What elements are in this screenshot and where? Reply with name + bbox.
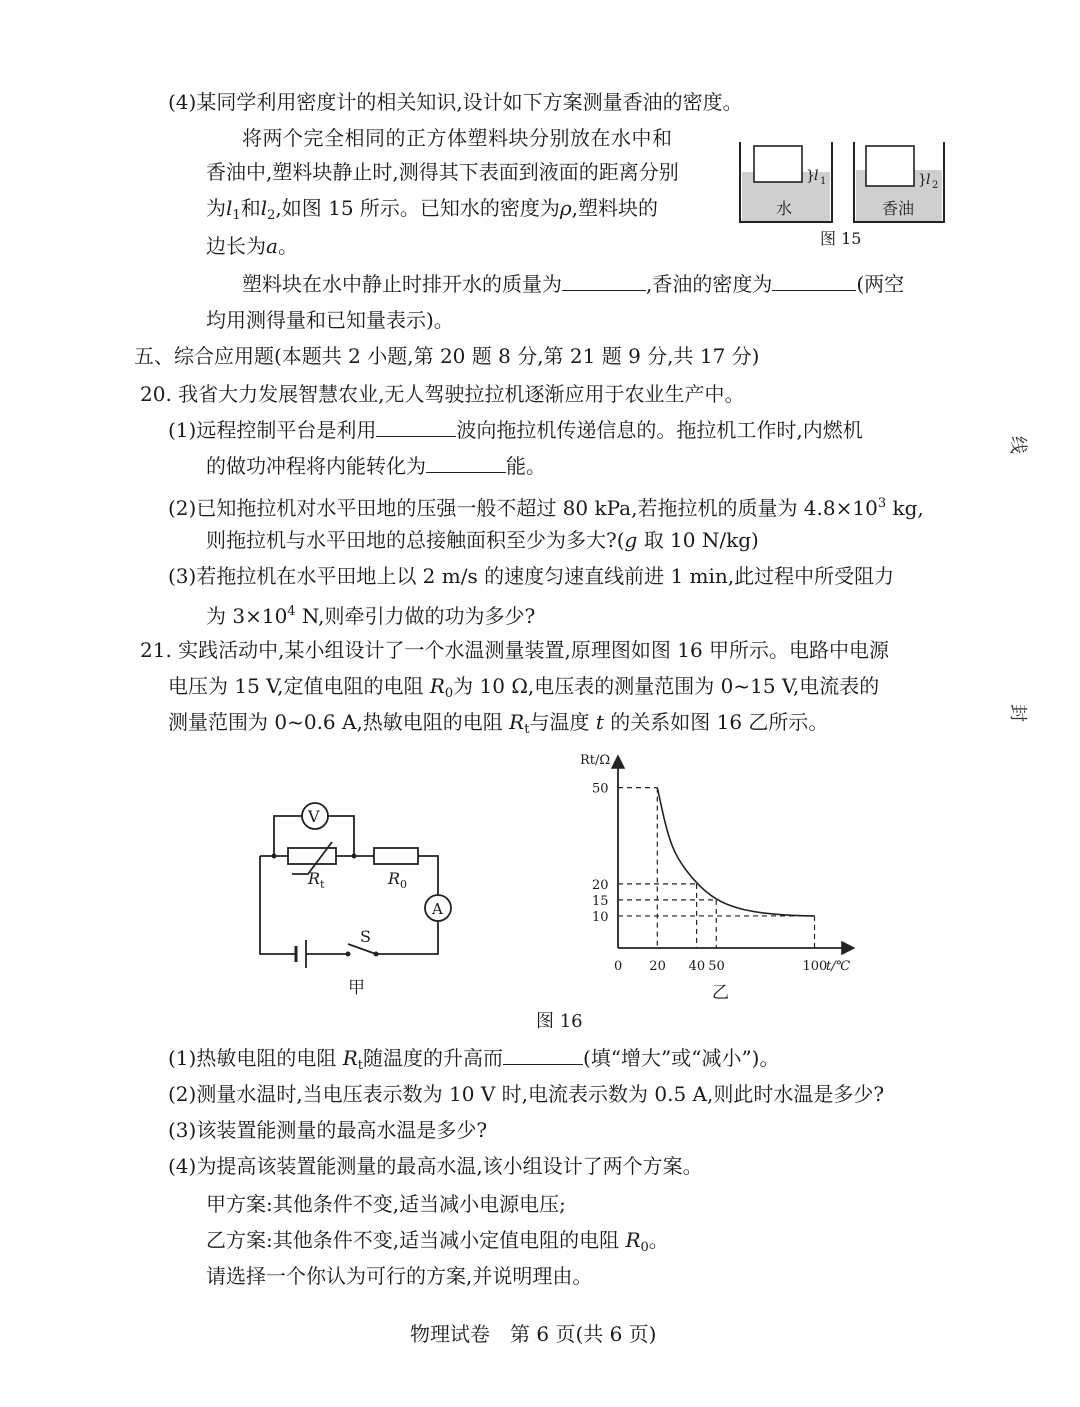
answer-blank[interactable] bbox=[503, 1044, 583, 1065]
q21-part1: (1)热敏电阻的电阻 $R_t$随温度的升高而 (填“增大”或“减小”)。 bbox=[168, 1046, 780, 1073]
svg-text:V: V bbox=[308, 807, 320, 826]
answer-blank[interactable] bbox=[562, 270, 646, 291]
margin-mark-feng: 封 bbox=[1007, 704, 1028, 722]
x-tick-label: 0 bbox=[614, 959, 623, 974]
x-tick-label: 20 bbox=[649, 959, 666, 974]
q20-part2-line2: 则拖拉机与水平田地的总接触面积至少为多大?(g 取 10 N/kg) bbox=[206, 528, 759, 552]
q4-para-line1: 将两个完全相同的正方体塑料块分别放在水中和 bbox=[242, 126, 673, 150]
switch-label: S bbox=[360, 927, 371, 946]
answer-blank[interactable] bbox=[772, 270, 856, 291]
svg-text:2: 2 bbox=[932, 180, 939, 191]
q21-part4: (4)为提高该装置能测量的最高水温,该小组设计了两个方案。 bbox=[168, 1154, 703, 1178]
fig16-yi-label: 乙 bbox=[712, 983, 729, 1003]
y-tick-label: 10 bbox=[592, 909, 609, 925]
q20-part3-line2: 为 $3\times 10^4$ N,则牵引力做的功为多少? bbox=[206, 604, 536, 628]
rt-temperature-chart bbox=[570, 744, 870, 1004]
y-axis-label: Rt/Ω bbox=[580, 753, 611, 768]
q4-question-line2: 均用测得量和已知量表示)。 bbox=[206, 308, 454, 332]
fig16-jia-label: 甲 bbox=[348, 978, 365, 998]
svg-text:0: 0 bbox=[400, 878, 407, 891]
q4-para-line3: 为$l_1$和$l_2$,如图 15 所示。已知水的密度为ρ,塑料块的 bbox=[206, 196, 659, 223]
x-axis-label: t/℃ bbox=[826, 959, 851, 974]
q20-stem: 20. 我省大力发展智慧农业,无人驾驶拉拉机逐渐应用于农业生产中。 bbox=[140, 382, 745, 406]
svg-text:}: } bbox=[806, 168, 815, 184]
svg-text:t: t bbox=[320, 878, 325, 891]
figure-16-caption: 图 16 bbox=[536, 1011, 583, 1032]
x-tick-label: 50 bbox=[708, 959, 725, 974]
q4-para-line2: 香油中,塑料块静止时,测得其下表面到液面的距离分别 bbox=[206, 160, 679, 184]
figure-15-caption: 图 15 bbox=[820, 229, 862, 248]
water-container bbox=[740, 142, 832, 222]
x-tick-label: 40 bbox=[688, 959, 706, 974]
r0-label: R bbox=[388, 869, 401, 888]
oil-label: 香油 bbox=[882, 199, 915, 218]
q21-ask: 请选择一个你认为可行的方案,并说明理由。 bbox=[206, 1264, 593, 1288]
svg-text:l: l bbox=[926, 172, 931, 188]
y-tick-label: 50 bbox=[592, 781, 609, 797]
plan-a: 甲方案:其他条件不变,适当减小电源电压; bbox=[206, 1192, 566, 1216]
q21-line2: 电压为 15 V,定值电阻的电阻 $R_0$为 10 Ω,电压表的测量范围为 0~15 V,电流表的 bbox=[168, 674, 880, 701]
figure-15 bbox=[736, 136, 950, 254]
answer-blank[interactable] bbox=[376, 416, 456, 437]
y-tick-label: 15 bbox=[592, 893, 609, 909]
q4-question-line1: 塑料块在水中静止时排开水的质量为 ,香油的密度为 (两空 bbox=[242, 272, 905, 296]
rt-curve bbox=[657, 788, 814, 916]
section-5-title: 五、综合应用题(本题共 2 小题,第 20 题 8 分,第 21 题 9 分,共 17 分) bbox=[134, 344, 760, 368]
q21-part3: (3)该装置能测量的最高水温是多少? bbox=[168, 1118, 488, 1142]
y-tick-label: 20 bbox=[592, 877, 609, 893]
q21-line3: 测量范围为 0~0.6 A,热敏电阻的电阻 $R_t$与温度 t 的关系如图 16 乙所示。 bbox=[168, 710, 829, 737]
water-label: 水 bbox=[776, 199, 793, 218]
q21-part2: (2)测量水温时,当电压表示数为 10 V 时,电流表示数为 0.5 A,则此时水温是多少? bbox=[168, 1082, 885, 1106]
svg-text:1: 1 bbox=[820, 176, 827, 187]
svg-text:}: } bbox=[918, 172, 927, 188]
q21-line1: 21. 实践活动中,某小组设计了一个水温测量装置,原理图如图 16 甲所示。电路中电源 bbox=[140, 638, 890, 662]
q4-para-line4: 边长为a。 bbox=[206, 234, 298, 258]
answer-blank[interactable] bbox=[426, 452, 506, 473]
q20-part1-line2: 的做功冲程将内能转化为 能。 bbox=[206, 454, 546, 478]
q4-intro: (4)某同学利用密度计的相关知识,设计如下方案测量香油的密度。 bbox=[168, 90, 743, 114]
margin-mark-xian: 线 bbox=[1007, 436, 1028, 454]
svg-text:l: l bbox=[814, 168, 819, 184]
svg-text:A: A bbox=[432, 900, 443, 918]
q20-part3-line1: (3)若拖拉机在水平田地上以 2 m/s 的速度匀速直线前进 1 min,此过程中所受阻力 bbox=[168, 564, 895, 588]
q20-part1-line1: (1)远程控制平台是利用 波向拖拉机传递信息的。拖拉机工作时,内燃机 bbox=[168, 418, 863, 442]
x-tick-label: 100 bbox=[802, 959, 828, 974]
plan-b: 乙方案:其他条件不变,适当减小定值电阻的电阻 $R_0$。 bbox=[206, 1228, 669, 1255]
circuit-diagram bbox=[250, 800, 460, 1000]
oil-container bbox=[854, 142, 944, 222]
q20-part2-line1: (2)已知拖拉机对水平田地的压强一般不超过 80 kPa,若拖拉机的质量为 $4.8\times 10^3$ kg, bbox=[168, 496, 924, 520]
page-footer: 物理试卷 第 6 页(共 6 页) bbox=[410, 1322, 657, 1346]
rt-label: R bbox=[308, 869, 321, 888]
